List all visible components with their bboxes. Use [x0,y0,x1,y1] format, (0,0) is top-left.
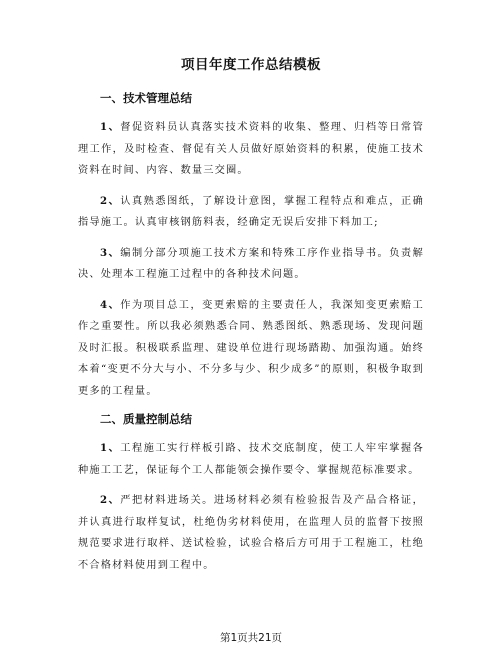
paragraph-text: 工程施工实行样板引路、技术交底制度，使工人牢牢掌握各种施工工艺，保证每个工人都能领会操作要令、掌握规范标准要求。 [78,443,424,476]
paragraph-text: 作为项目总工，变更索赔的主要责任人，我深知变更索赔工作之重要性。所以我必须熟悉合同、熟悉图纸、熟悉现场、发现问题及时汇报。积极联系监理、建设单位进行现场踏勘、加强沟通。始终本着“变更不分大与小、不分多与少、积少成多”的原则，积极争取到更多的工程量。 [78,299,424,397]
paragraph-text: 督促资料员认真落实技术资料的收集、整理、归档等日常管理工作，及时检查、督促有关人员做好原始资料的积累，使施工技术资料在时间、内容、数量三交圈。 [78,122,424,176]
document-title: 项目年度工作总结模板 [181,57,321,73]
paragraph-text: 编制分部分项施工技术方案和特殊工序作业指导书。负责解决、处理本工程施工过程中的各种技术问题。 [78,247,424,280]
page-number-footer: 第1页共21页 [219,632,283,644]
item-number: 1、 [100,442,121,454]
paragraph-text: 认真熟悉图纸，了解设计意图，掌握工程特点和难点，正确指导施工。认真审核钢筋料表，经确定无误后安排下料加工; [78,195,424,228]
paragraph [78,117,424,182]
paragraph [78,490,424,576]
item-number: 2、 [100,194,121,207]
paragraph [78,243,424,286]
paragraph [78,191,424,234]
paragraph-text: 严把材料进场关。进场材料必须有检验报告及产品合格证，并认真进行取样复试，杜绝伪劣材料使用，在监理人员的监督下按照规范要求进行取样、送试检验，试验合格后方可用于工程施工，杜绝不合格材料使用到工程中。 [78,495,424,571]
section-heading-technical: 一、技术管理总结 [100,91,192,105]
paragraph [78,295,424,403]
item-number: 1、 [100,121,121,133]
item-number: 4、 [100,298,121,311]
section-heading-quality: 二、质量控制总结 [100,412,192,426]
item-number: 2、 [100,494,121,506]
item-number: 3、 [100,246,121,259]
paragraph [78,438,424,481]
